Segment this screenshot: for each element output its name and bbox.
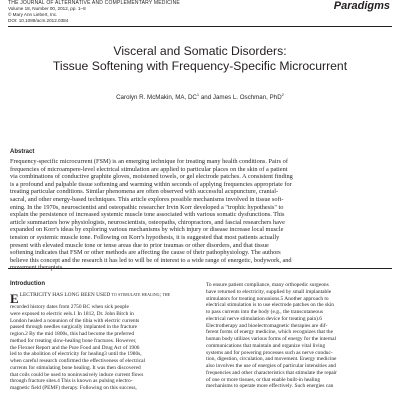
body-text-line: when careful research confirmed the effectiveness of electrical (10, 358, 146, 364)
abstract-line: article summarizes how physiologists, neuroscientists, osteopaths, chiropractors, and fascial researchers have (10, 218, 285, 226)
header-rule (8, 26, 392, 27)
abstract-line: expanded on Korr's ideas by exploring various mechanisms by which injury or disease increase local muscle (10, 226, 284, 234)
body-text-line: mechanisms to operate more effectively. Such energies can (206, 383, 334, 390)
body-text-line: Electrotherapy and bioelectromagnetic therapies are dif- (206, 322, 328, 329)
title-line-1: Visceral and Somatic Disorders: (113, 44, 287, 58)
journal-volume: Volume 18, Number 00, 2012, pp. 1–8 (8, 6, 86, 11)
body-text-line: communications that maintain and organize vital living (206, 342, 326, 349)
abstract-line: via combinations of conductive graphite gloves, moistened towels, or gel electrode patches. A consistent finding (10, 173, 293, 181)
first-line-text: LECTRICITY HAS LONG BEEN USED to stimulate healing; the (19, 292, 171, 298)
drop-cap: E (10, 292, 19, 304)
body-text-line: London healed a nonunion of the tibia with electric currents (10, 317, 140, 324)
introduction-heading: Introduction (10, 281, 45, 287)
body-text-line: to pass currents into the body (e.g., the transcutaneous (206, 309, 323, 315)
author-2-affiliation: 2 (281, 92, 284, 97)
body-text-line: through fracture sites.4 This is known as pulsing electro- (10, 378, 133, 385)
author-line (0, 92, 400, 101)
abstract-line: treating particular conditions. Similar phenomena are often observed with successful acupuncture, cranial- (10, 188, 279, 196)
journal-name: THE JOURNAL OF ALTERNATIVE AND COMPLEMENTARY MEDICINE (8, 0, 180, 6)
body-text-line: the Flexner Report and the Pure Food and Drug Act of 1906 (10, 344, 140, 351)
author-1: Carolyn R. McMakin, MA, DC (116, 94, 197, 102)
abstract-line: Frequency-specific microcurrent (FSM) is an emerging technique for treating many health conditions. Pairs of (10, 158, 288, 165)
body-text-line: human body utilizes various forms of energy for the internal (206, 336, 336, 342)
body-text-line: ferent forms of energy medicine, which recognizes that the (206, 329, 333, 336)
body-text-line: region.2 By the mid 1800s, this had become the preferred (10, 331, 135, 337)
right-column-text (206, 282, 390, 390)
body-text-line: currents for stimulating bone healing. It was then discovered (10, 364, 141, 371)
body-text-line: tion, digestion, circulation, and movement. Energy medicine (206, 356, 337, 363)
body-text-line: electrical stimulation is to use electrode patches on the skin (206, 302, 334, 309)
body-text-line: magnetic field (PEMF) therapy. Following on this success, (10, 385, 137, 391)
abstract-line: believe this concept and the research it has led to will be of interest to a wide range of energetic, bodywork, and (10, 256, 292, 264)
journal-header (8, 0, 218, 24)
abstract-body (10, 158, 390, 272)
body-text-line: have returned to electricity, supplied by small implantable (206, 288, 332, 295)
body-text-line: method for treating slow-healing bone fractures. However, (10, 337, 137, 344)
left-column-text (10, 292, 194, 392)
body-text-line: also involves the use of energies of particular intensities and (206, 363, 336, 369)
abstract-line: sacral, and other energy-based techniques. This article explores possible mechanisms involved in tissue soft- (10, 195, 284, 203)
body-text-line: were exposed to electric eels.1 In 1812, Dr. John Birch in (10, 310, 134, 317)
title-line-2: Tissue Softening with Frequency-Specific Microcurrent (52, 59, 348, 73)
author-2: and James L. Oschman, PhD (199, 94, 282, 102)
abstract-line: explain the persistence of increased systemic muscle tone associated with various somatic dysfunctions. This (10, 211, 285, 219)
body-text-line: electrical nerve stimulation device for treating pain).6 (206, 315, 322, 322)
section-rule (8, 268, 392, 269)
body-text-line: stimulators for treating nonunions.5 Another approach to (206, 295, 329, 302)
author-1-affiliation: 1 (196, 92, 200, 97)
body-text-line: frequencies and other characteristics that stimulate the repair (206, 369, 337, 376)
body-text-line (10, 292, 194, 304)
abstract-line: is a profound and palpable tissue softening and warming within seconds of applying frequencies appropriate for (10, 180, 292, 188)
body-text-line: led to the abolition of electricity for healing3 until the 1980s, (10, 351, 142, 358)
body-text-line: of one or more tissues, or that enable built-in healing (206, 376, 321, 383)
body-text-line: recorded history dates from 2750 BC when sick people (10, 304, 129, 310)
abstract-line: softening indicates that FSM or other methods are affecting the cause of their pathophysiology. The authors (10, 249, 281, 257)
body-text-line: that coils could be used to noninvasively induce current flows (10, 371, 144, 378)
body-text-line: systems and for powering processes such as nerve conduc- (206, 349, 333, 356)
body-text-line: To ensure patient compliance, many orthopedic surgeons (206, 282, 329, 288)
article-title (0, 44, 400, 74)
abstract-heading: Abstract (10, 149, 35, 155)
abstract-line: present with elevated muscle tone or tense areas due to prior traumas or other disorders, and that tissue (10, 241, 269, 249)
abstract-line: movement therapists. (10, 264, 64, 272)
abstract-line: tension or systemic muscle tone. Following on Korr's hypothesis, it is suggested that most patients actually (10, 233, 280, 241)
journal-doi: DOI: 10.1089/acm.2012.0384 (8, 18, 69, 23)
body-text-line: passed through needles surgically implanted in the fracture (10, 324, 137, 331)
abstract-line: frequencies of microampere-level electrical stimulation are applied to particular places on the skin of a patient (10, 165, 288, 173)
journal-copyright: © Mary Ann Liebert, Inc. (8, 12, 58, 17)
section-tag: Paradigms (333, 0, 390, 12)
abstract-line: ening. In the 1970s, neuroscientist and osteopathic researcher Irvin Korr developed a "trophic hypothesis" to (10, 203, 284, 211)
